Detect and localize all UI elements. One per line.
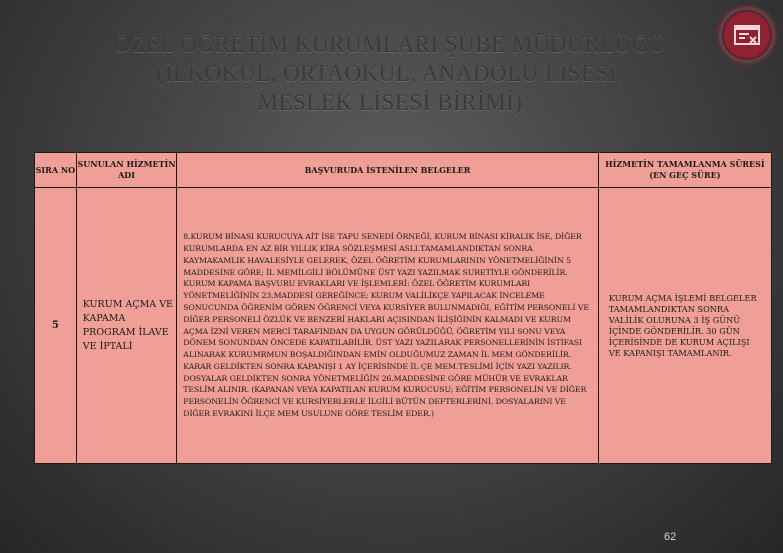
cell-belgeler: 8.KURUM BİNASI KURUCUYA AİT İSE TAPU SENEDİ ÖRNEĞİ, KURUM BİNASI KİRALIK İSE, DİĞER KURUMLARDA EN AZ BİR YILLIK KİRA SÖZLEŞMESİ ASLI.TAMAMLANDIKTAN SONRA KAYMAKAMLIK HAVALESİYLE GELEREK, ÖZEL ÖĞRETİM KURUMLARININ YÖNETMELİĞİNİN 5 MADDESİNE GÖRE; İL MEMİLGİLİ BÖLÜMÜNE ÜST YAZI YAZILMAK SURETİYLE GÖNDERİLİR. KURUM KAPAMA BAŞVURU EVRAKLARI VE İŞLEMLERİ: ÖZEL ÖĞRETİM KURUMLARI YÖNETMELİĞİNİN 23.MADDESİ GEREĞİNCE; KURUM VALİLİKÇE YAPILACAK İNCELEME SONUCUNDA ÖĞRENİM GÖREN ÖĞRENCİ VEYA KURSİYER BULUNMADIĞI, EĞİTİM PERSONELİ VE DİĞER PERSONELİ ÖZLÜK VE BENZERİ HAKLARI AÇISINDAN İLİŞİĞİNİN KALMADI VE KURUM AÇMA İZNİ VEREN MERCİ TARAFINDAN DA UYGUN GÖRÜLDÜĞÜ, ÖĞRETİM YILI SONU VEYA DÖNEM SONUNDAN ÖNCEDE KAPATILABİLİR. ÜST YAZI YAZILARAK PERSONELLERİNİN İSTİFASI ALINARAK KURUMRMUN BOŞALDIĞINDAN EMİN OLDUĞUMUZ ZAMAN İL MEM GÖNDERİLİR. KARAR GELDİKTEN SONRA KAPANIŞI 1 AY İÇERİSİNDE İL ÇE MEM.TESLİMİ İÇİN YAZI YAZILIR. DOSYALAR GELDİKTEN SONRA YÖNETMELİĞİN 26.MADDESİNE GÖRE MÜHÜR VE EVRAKLAR TESLİM ALINIR. (KAPANAN VEYA KAPATILAN KURUM KURUCUSU; EĞİTİM PERSONELİN VE DİĞER PERSONELİN ÖĞRENCİ VE KURSİYERLERLE İLGİLİ BÜTÜN DEFTERLERİNİ, DOSYALARINI VE DİĞER EVRAKINI İLÇE MEM USULUNE GÖRE TESLİM EDER.) bbox=[177, 188, 598, 464]
page-number: 62 bbox=[664, 531, 677, 543]
title-line-3: MESLEK LİSESİ BİRİMİ) bbox=[257, 90, 523, 115]
header-sira-no: SIRA NO bbox=[35, 153, 77, 188]
header-hizmet-adi: SUNULAN HİZMETİN ADI bbox=[76, 153, 177, 188]
title-line-1: ÖZEL ÖĞRETİM KURUMLARI ŞUBE MÜDÜRLÜĞÜ bbox=[114, 32, 666, 57]
table-row bbox=[35, 188, 772, 464]
cell-sira-no: 5 bbox=[35, 188, 77, 464]
emblem-icon bbox=[722, 10, 772, 60]
page-title bbox=[70, 30, 710, 117]
cell-sure: KURUM AÇMA İŞLEMİ BELGELER TAMAMLANDIKTAN SONRA VALİLİK OLURUNA 3 İŞ GÜNÜ İÇİNDE GÖNDERİLİR. 30 GÜN İÇERİSİNDE DE KURUM AÇILIŞI VE KAPANIŞI TAMAMLANIR. bbox=[598, 188, 771, 464]
services-table bbox=[34, 152, 772, 464]
cell-hizmet-adi: KURUM AÇMA VE KAPAMA PROGRAM İLAVE VE İPTALİ bbox=[76, 188, 177, 464]
table-header-row bbox=[35, 153, 772, 188]
title-line-2: (İLKOKUL, ORTAOKUL, ANADOLU LİSESİ, bbox=[156, 61, 624, 86]
header-sure: HİZMETİN TAMAMLANMA SÜRESİ (EN GEÇ SÜRE) bbox=[598, 153, 771, 188]
header-belgeler: BAŞVURUDA İSTENİLEN BELGELER bbox=[177, 153, 598, 188]
